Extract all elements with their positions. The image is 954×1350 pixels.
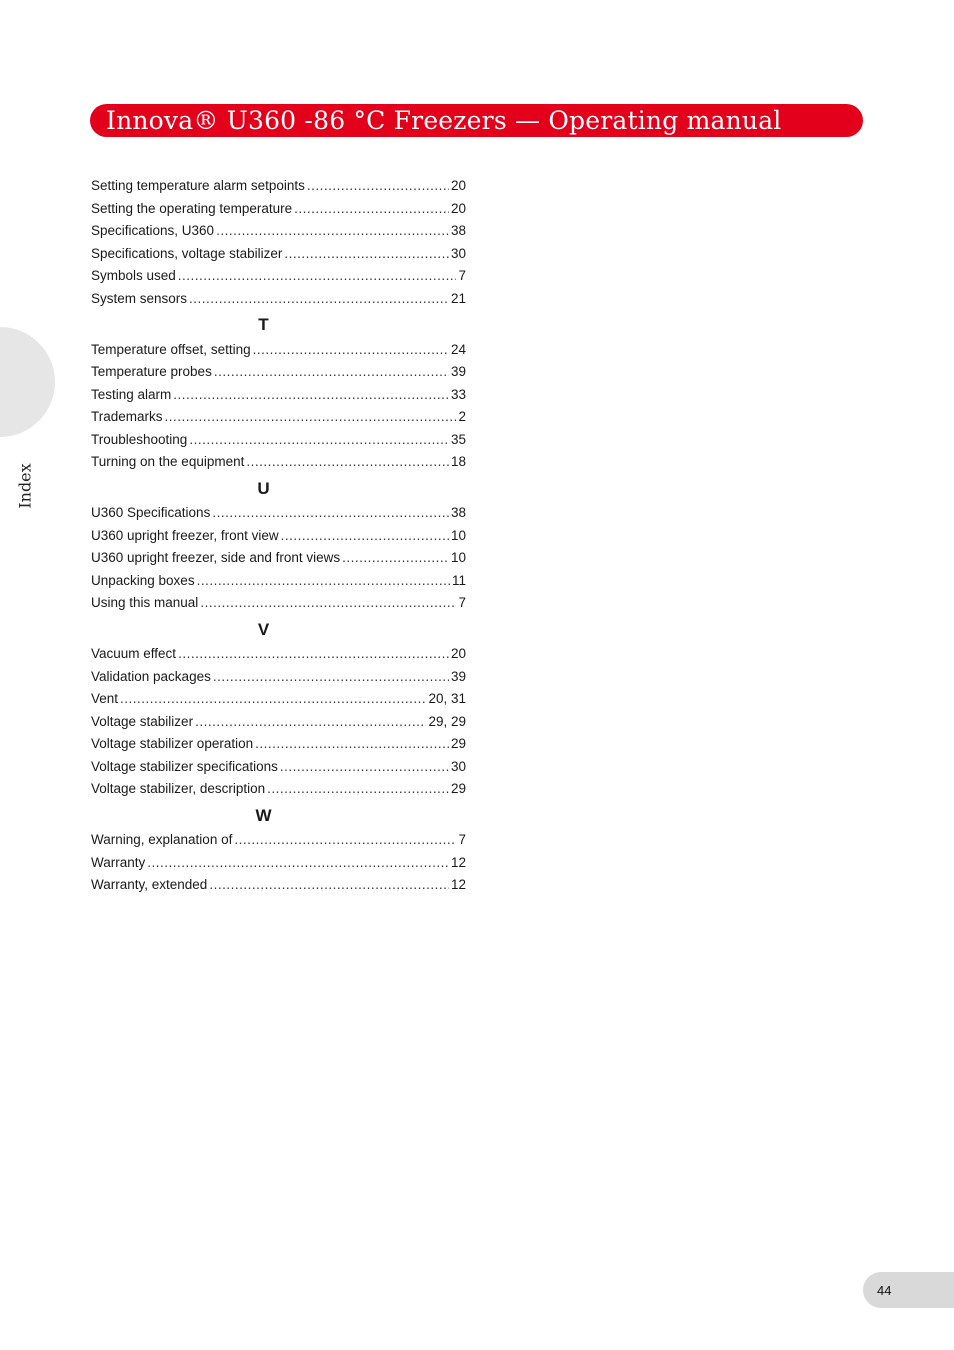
dot-leader — [195, 711, 426, 734]
index-entry-label: Unpacking boxes — [91, 572, 195, 588]
index-entry-label: Voltage stabilizer — [91, 713, 194, 729]
dot-leader — [255, 733, 449, 756]
index-entry-page: 38 — [450, 505, 466, 520]
index-entry[interactable] — [91, 339, 466, 362]
dot-leader — [342, 547, 449, 570]
index-entry[interactable] — [91, 643, 466, 666]
index-entry[interactable] — [91, 361, 466, 384]
index-entry-label: Temperature offset, setting — [91, 341, 251, 357]
section-label — [12, 462, 38, 510]
index-entry[interactable] — [91, 243, 466, 266]
index-entry[interactable] — [91, 525, 466, 548]
index-entry-label: Using this manual — [91, 595, 199, 610]
index-entry-page: 35 — [450, 431, 466, 447]
dot-leader — [234, 829, 456, 852]
dot-leader — [200, 592, 456, 615]
index-entry-page: 21 — [450, 290, 466, 306]
index-entry-label: U360 Specifications — [91, 505, 211, 520]
index-letter-heading: T — [258, 315, 269, 334]
index-entry-page: 20 — [450, 646, 466, 661]
index-entry-label: Voltage stabilizer specifications — [91, 758, 278, 774]
dot-leader — [253, 339, 449, 362]
index-entry-page: 7 — [458, 595, 466, 610]
index-entry-page: 29, 29 — [428, 713, 466, 729]
index-entry-page: 29 — [450, 781, 466, 796]
index-entry-page: 18 — [450, 454, 466, 469]
dot-leader — [212, 502, 449, 525]
index-entry-label: Validation packages — [91, 668, 211, 684]
index-entry-page: 29 — [450, 736, 466, 751]
index-entry-page: 7 — [458, 268, 466, 283]
index-entry[interactable] — [91, 288, 466, 311]
index-entry-page: 10 — [450, 527, 466, 543]
dot-leader — [178, 643, 449, 666]
dot-leader — [120, 688, 426, 711]
index-entry[interactable] — [91, 570, 466, 593]
index-entry-label: Turning on the equipment — [91, 454, 245, 469]
index-entry-page: 20 — [450, 178, 466, 193]
title-bar — [90, 104, 863, 137]
dot-leader — [173, 384, 449, 407]
dot-leader — [214, 361, 449, 384]
dot-leader — [307, 175, 449, 198]
index-entry[interactable] — [91, 592, 466, 615]
index-entry-page: 39 — [450, 364, 466, 379]
index-entry[interactable] — [91, 265, 466, 288]
index-entry-label: Symbols used — [91, 268, 176, 283]
index-entry[interactable] — [91, 384, 466, 407]
dot-leader — [281, 525, 449, 548]
index-entry-label: Vacuum effect — [91, 646, 177, 661]
dot-leader — [284, 243, 449, 266]
index-entry-label: Voltage stabilizer, description — [91, 781, 266, 796]
index-entry-page: 7 — [458, 832, 466, 847]
index-entry-label: Setting the operating temperature — [91, 200, 293, 216]
section-label-text: Index — [15, 463, 35, 509]
index-entry-page: 33 — [450, 386, 466, 402]
index-entry[interactable] — [91, 688, 466, 711]
index-entry-label: Troubleshooting — [91, 431, 188, 447]
page-number-tab — [863, 1272, 954, 1308]
index-entry[interactable] — [91, 198, 466, 221]
dot-leader — [267, 778, 449, 801]
index-list — [91, 175, 466, 897]
index-entry-label: Setting temperature alarm setpoints — [91, 178, 305, 193]
index-entry-label: Voltage stabilizer operation — [91, 736, 254, 751]
index-entry-page: 24 — [450, 341, 466, 357]
index-entry-label: Vent — [91, 691, 119, 706]
index-entry-page: 12 — [450, 877, 466, 892]
index-entry[interactable] — [91, 733, 466, 756]
index-entry-page: 2 — [458, 409, 466, 424]
index-entry[interactable] — [91, 429, 466, 452]
index-entry[interactable] — [91, 175, 466, 198]
index-entry-label: Trademarks — [91, 409, 163, 424]
index-entry-page: 30 — [450, 245, 466, 261]
document-title: Innova® U360 -86 °C Freezers — Operating manual — [106, 106, 782, 135]
index-entry-label: Specifications, U360 — [91, 223, 215, 238]
index-entry-label: Temperature probes — [91, 364, 212, 379]
dot-leader — [189, 288, 449, 311]
index-entry-page: 20 — [450, 200, 466, 216]
dot-leader — [280, 756, 449, 779]
index-entry[interactable] — [91, 756, 466, 779]
index-entry-label: Warning, explanation of — [91, 832, 233, 847]
dot-leader — [165, 406, 457, 429]
index-entry[interactable] — [91, 778, 466, 801]
index-entry[interactable] — [91, 451, 466, 474]
section-tab — [0, 327, 55, 437]
index-entry[interactable] — [91, 874, 466, 897]
index-entry[interactable] — [91, 220, 466, 243]
page-number: 44 — [877, 1282, 892, 1298]
index-entry[interactable] — [91, 666, 466, 689]
index-entry[interactable] — [91, 502, 466, 525]
index-entry-page: 30 — [450, 758, 466, 774]
index-entry-page: 12 — [450, 854, 466, 870]
index-entry-page: 38 — [450, 223, 466, 238]
index-entry-label: Warranty, extended — [91, 877, 208, 892]
index-entry[interactable] — [91, 547, 466, 570]
index-entry[interactable] — [91, 852, 466, 875]
index-entry-label: U360 upright freezer, front view — [91, 527, 279, 543]
dot-leader — [213, 666, 449, 689]
index-entry-page: 39 — [450, 668, 466, 684]
index-entry-label: U360 upright freezer, side and front views — [91, 550, 341, 565]
dot-leader — [209, 874, 449, 897]
dot-leader — [178, 265, 457, 288]
index-entry-page: 10 — [450, 550, 466, 565]
index-entry[interactable] — [91, 829, 466, 852]
dot-leader — [197, 570, 450, 593]
index-entry-label: Warranty — [91, 854, 146, 870]
index-letter-heading: W — [255, 805, 272, 825]
index-entry-label: Testing alarm — [91, 386, 172, 402]
dot-leader — [246, 451, 449, 474]
dot-leader — [147, 852, 449, 875]
index-entry[interactable] — [91, 711, 466, 734]
dot-leader — [216, 220, 449, 243]
dot-leader — [189, 429, 449, 452]
index-entry-label: Specifications, voltage stabilizer — [91, 245, 283, 261]
index-entry-page: 20, 31 — [428, 691, 466, 706]
index-entry-page: 11 — [451, 572, 466, 588]
index-entry-label: System sensors — [91, 290, 188, 306]
index-letter-heading: U — [257, 478, 270, 498]
index-letter-heading: V — [257, 619, 270, 639]
index-entry[interactable] — [91, 406, 466, 429]
dot-leader — [294, 198, 449, 221]
